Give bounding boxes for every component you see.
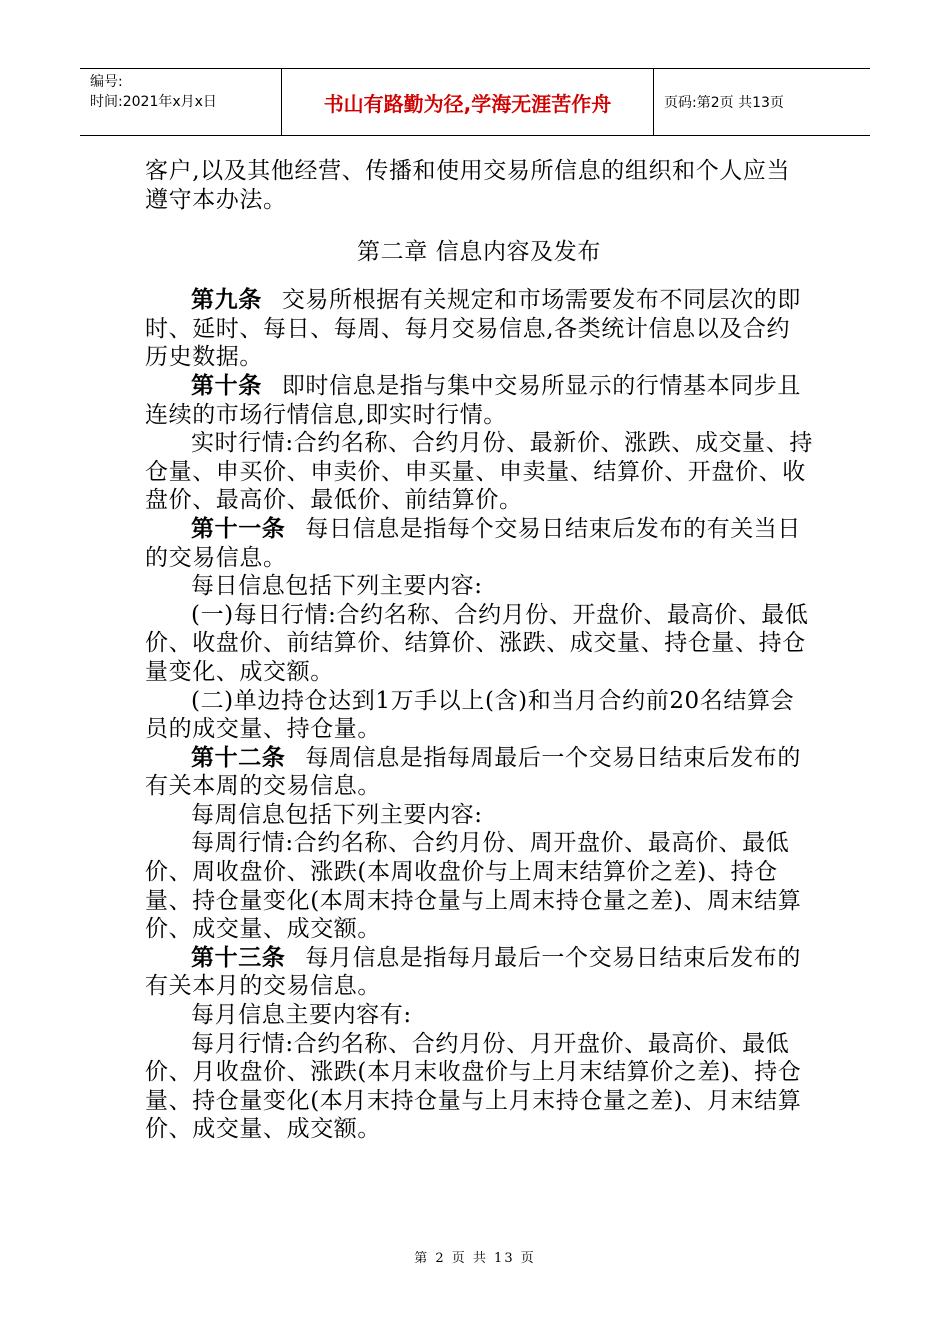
article-10 [145, 372, 813, 429]
motto: 书山有路勤为径,学海无涯苦作舟 [282, 69, 654, 135]
article-13-paragraph-2: 每月信息主要内容有: [191, 1002, 412, 1029]
article-12-paragraph-3: 每周行情:合约名称、合约月份、周开盘价、最高价、最低价、周收盘价、涨跌(本周收盘价与上周末结算价之差)、持仓量、持仓量变化(本周末持仓量与上周末持仓量之差)、周末结算价、成交量、成交额。 [145, 830, 802, 943]
article-9-number: 第九条 [191, 287, 262, 314]
article-13-paragraph-3: 每月行情:合约名称、合约月份、月开盘价、最高价、最低价、月收盘价、涨跌(本月末收盘价与上月末结算价之差)、持仓量、持仓量变化(本月末持仓量与上月末持仓量之差)、月末结算价、成交量、成交额。 [145, 1030, 802, 1143]
chapter-heading: 第二章 信息内容及发布 [357, 239, 601, 266]
article-11 [145, 515, 813, 572]
article-12-paragraph-2: 每周信息包括下列主要内容: [191, 801, 483, 828]
article-10-number: 第十条 [191, 372, 262, 399]
article-12 [145, 744, 813, 801]
article-11-number: 第十一条 [191, 515, 286, 542]
article-13-text: 每月信息是指每月最后一个交易日结束后发布的有关本月的交易信息。 [145, 944, 802, 1000]
number-label: 编号: [90, 74, 123, 90]
article-13-number: 第十三条 [191, 944, 286, 971]
article-10-text: 即时信息是指与集中交易所显示的行情基本同步且连续的市场行情信息,即实时行情。 [145, 372, 802, 428]
time-label: 时间:2021年x月x日 [90, 94, 217, 110]
article-11-paragraph-3: (一)每日行情:合约名称、合约月份、开盘价、最高价、最低价、收盘价、前结算价、结算价、涨跌、成交量、持仓量、持仓量变化、成交额。 [145, 601, 809, 685]
article-12-text: 每周信息是指每周最后一个交易日结束后发布的有关本周的交易信息。 [145, 744, 802, 800]
article-12-number: 第十二条 [191, 744, 286, 771]
article-10-paragraph-2: 实时行情:合约名称、合约月份、最新价、涨跌、成交量、持仓量、申买价、申卖价、申买量、申卖量、结算价、开盘价、收盘价、最高价、最低价、前结算价。 [145, 430, 813, 514]
document-body [145, 157, 813, 1144]
article-11-text: 每日信息是指每个交易日结束后发布的有关当日的交易信息。 [145, 515, 802, 571]
page-footer: 第 2 页 共 13 页 [414, 1251, 536, 1266]
article-11-paragraph-2: 每日信息包括下列主要内容: [191, 573, 483, 600]
article-11-paragraph-4: (二)单边持仓达到1万手以上(含)和当月合约前20名结算会员的成交量、持仓量。 [145, 687, 795, 743]
document-header [80, 68, 870, 136]
article-9-text: 交易所根据有关规定和市场需要发布不同层次的即时、延时、每日、每周、每月交易信息,各类统计信息以及合约历史数据。 [145, 287, 802, 371]
intro-paragraph: 客户,以及其他经营、传播和使用交易所信息的组织和个人应当遵守本办法。 [145, 158, 791, 213]
article-9 [145, 286, 813, 372]
article-13 [145, 944, 813, 1001]
header-page-info: 页码:第2页 共13页 [664, 95, 784, 111]
header-meta-cell [80, 69, 282, 135]
